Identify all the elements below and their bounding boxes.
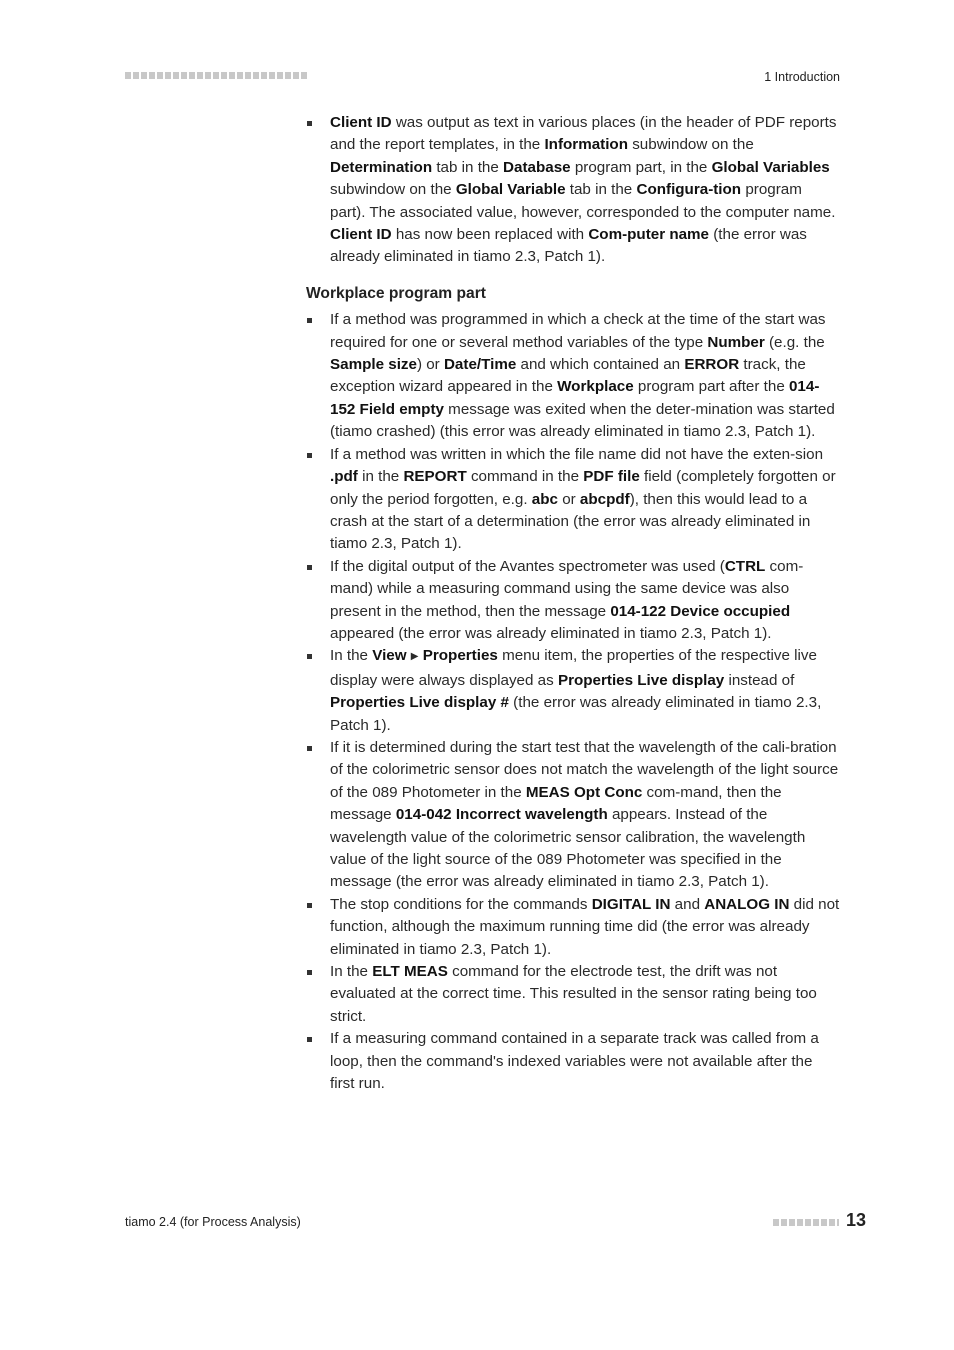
bold-term: Global Variables bbox=[711, 158, 830, 176]
bold-term: abc bbox=[531, 490, 558, 508]
text: subwindow on the bbox=[627, 136, 754, 154]
bold-term: 014-042 Incorrect wavelength bbox=[395, 806, 608, 824]
list-item bbox=[306, 556, 840, 646]
text: and bbox=[670, 895, 705, 913]
bold-term: Com-puter name bbox=[588, 226, 709, 244]
bold-term: PDF file bbox=[583, 468, 640, 486]
text: (e.g. the bbox=[764, 333, 825, 351]
bold-term: Client ID bbox=[330, 114, 392, 131]
bold-term: Determination bbox=[330, 158, 433, 176]
list-item bbox=[306, 737, 840, 894]
text: has now been replaced with bbox=[391, 226, 589, 244]
text: in the bbox=[357, 468, 404, 486]
bold-term: Sample size bbox=[330, 356, 417, 374]
text: message was exited when the deter-mination was started (tiamo crashed) (this error was already eliminated in tiamo 2.3, Patch 1). bbox=[330, 400, 835, 441]
bullet-icon bbox=[307, 970, 312, 975]
bullet-icon bbox=[307, 746, 312, 751]
bold-term: Configura-tion bbox=[636, 181, 742, 199]
bold-term: Client ID bbox=[330, 226, 392, 244]
bold-term: ELT MEAS bbox=[372, 963, 448, 981]
bold-term: Global Variable bbox=[455, 181, 566, 199]
text: If it is determined during the start test that the wavelength of the cali-bration of the colorimetric sensor does not match the wavelength of the light source of the 089 Photometer in the bbox=[330, 738, 839, 801]
bold-term: View bbox=[372, 647, 407, 665]
page-number: 13 bbox=[846, 1210, 867, 1230]
text: tab in the bbox=[432, 158, 504, 176]
text: tab in the bbox=[565, 181, 637, 199]
list-item bbox=[306, 309, 840, 443]
section-heading: Workplace program part bbox=[306, 284, 486, 302]
bullet-icon bbox=[307, 654, 312, 659]
text: If the digital output of the Avantes spectrometer was used ( bbox=[330, 557, 725, 575]
text: com-mand) while a measuring command using the same device was also present in the method, then the message bbox=[330, 557, 804, 620]
bullet-icon bbox=[307, 453, 312, 458]
text: appears. Instead of the wavelength value of the colorimetric sensor calibration, the wavelength value of the light source of the 089 Photometer was specified in the message (the error was already eliminated in tiamo 2.3, Patch 1). bbox=[330, 806, 806, 891]
text: ) or bbox=[416, 356, 444, 374]
list-item bbox=[306, 444, 840, 556]
bold-term: Database bbox=[503, 158, 571, 176]
list-item bbox=[306, 894, 840, 961]
bold-term: Number bbox=[707, 333, 765, 351]
bold-term: CTRL bbox=[724, 557, 766, 575]
bullet-icon bbox=[307, 318, 312, 323]
text: com-mand, then the message bbox=[330, 783, 782, 824]
bold-term: 014-152 Field empty bbox=[330, 378, 820, 418]
bold-term: abcpdf bbox=[579, 490, 630, 508]
text: If a measuring command contained in a separate track was called from a loop, then the command's indexed variables were not available after the first run. bbox=[330, 1030, 819, 1093]
text: In the bbox=[330, 963, 373, 981]
text: menu item, the properties of the respective live display were always displayed as bbox=[330, 647, 817, 689]
text: field (completely forgotten or only the period forgotten, e.g. bbox=[330, 468, 836, 508]
text: or bbox=[557, 490, 580, 508]
bold-term: DIGITAL IN bbox=[591, 895, 671, 913]
text: If a method was programmed in which a check at the time of the start was required for one or several method variables of the type bbox=[330, 311, 826, 351]
bold-term: .pdf bbox=[330, 468, 358, 486]
text: program part). The associated value, however, corresponded to the computer name. bbox=[330, 181, 836, 221]
bold-term: Properties bbox=[422, 647, 498, 665]
bold-term: REPORT bbox=[403, 468, 467, 486]
bullet-icon bbox=[307, 1037, 312, 1042]
text: ), then this would lead to a crash at the start of a determination (the error was already eliminated in tiamo 2.3, Patch 1). bbox=[330, 490, 811, 553]
bold-term: ERROR bbox=[684, 356, 740, 374]
bold-term: Properties Live display bbox=[557, 671, 725, 689]
menu-arrow-icon: ▶ bbox=[410, 651, 419, 663]
header-decoration bbox=[125, 72, 307, 79]
text: program part, in the bbox=[570, 158, 712, 176]
bold-term: 014-122 Device occupied bbox=[610, 602, 791, 620]
text: (the error was already eliminated in tiamo 2.3, Patch 1). bbox=[330, 226, 807, 266]
text: instead of bbox=[724, 671, 795, 689]
text: track, the exception wizard appeared in the bbox=[330, 356, 806, 396]
bold-term: Properties Live display # bbox=[330, 694, 509, 712]
text: appeared (the error was already eliminated in tiamo 2.3, Patch 1). bbox=[330, 624, 772, 642]
bold-term: Information bbox=[544, 136, 628, 154]
bullet-icon bbox=[307, 565, 312, 570]
workplace-list bbox=[306, 309, 840, 1095]
text: did not function, although the maximum running time did (the error was already eliminated in tiamo 2.3, Patch 1). bbox=[330, 895, 840, 958]
text: and which contained an bbox=[516, 356, 685, 374]
bold-term: MEAS Opt Conc bbox=[525, 783, 643, 801]
text: The stop conditions for the commands bbox=[330, 895, 592, 913]
page-content bbox=[306, 112, 840, 1095]
bold-term: Date/Time bbox=[443, 356, 517, 374]
footer-decoration bbox=[773, 1219, 839, 1226]
bullet-icon bbox=[307, 121, 312, 126]
running-header: 1 Introduction bbox=[764, 70, 840, 84]
text: was output as text in various places (in the header of PDF reports and the report templates, in the bbox=[330, 114, 837, 154]
text: program part after the bbox=[633, 378, 789, 396]
bold-term: Workplace bbox=[557, 378, 634, 396]
list-item bbox=[306, 1028, 840, 1095]
bullet-icon bbox=[307, 903, 312, 908]
bold-term: ANALOG IN bbox=[704, 895, 790, 913]
text: If a method was written in which the file name did not have the exten-sion bbox=[330, 445, 824, 463]
text: In the bbox=[330, 647, 373, 665]
intro-list bbox=[306, 112, 840, 269]
text: command in the bbox=[466, 468, 584, 486]
list-item bbox=[306, 112, 840, 269]
list-item bbox=[306, 645, 840, 737]
text: (the error was already eliminated in tiamo 2.3, Patch 1). bbox=[330, 694, 822, 734]
text: subwindow on the bbox=[330, 181, 456, 199]
text: command for the electrode test, the drift was not evaluated at the correct time. This resulted in the sensor rating being too strict. bbox=[330, 963, 817, 1025]
footer-title: tiamo 2.4 (for Process Analysis) bbox=[125, 1215, 301, 1229]
list-item bbox=[306, 961, 840, 1028]
